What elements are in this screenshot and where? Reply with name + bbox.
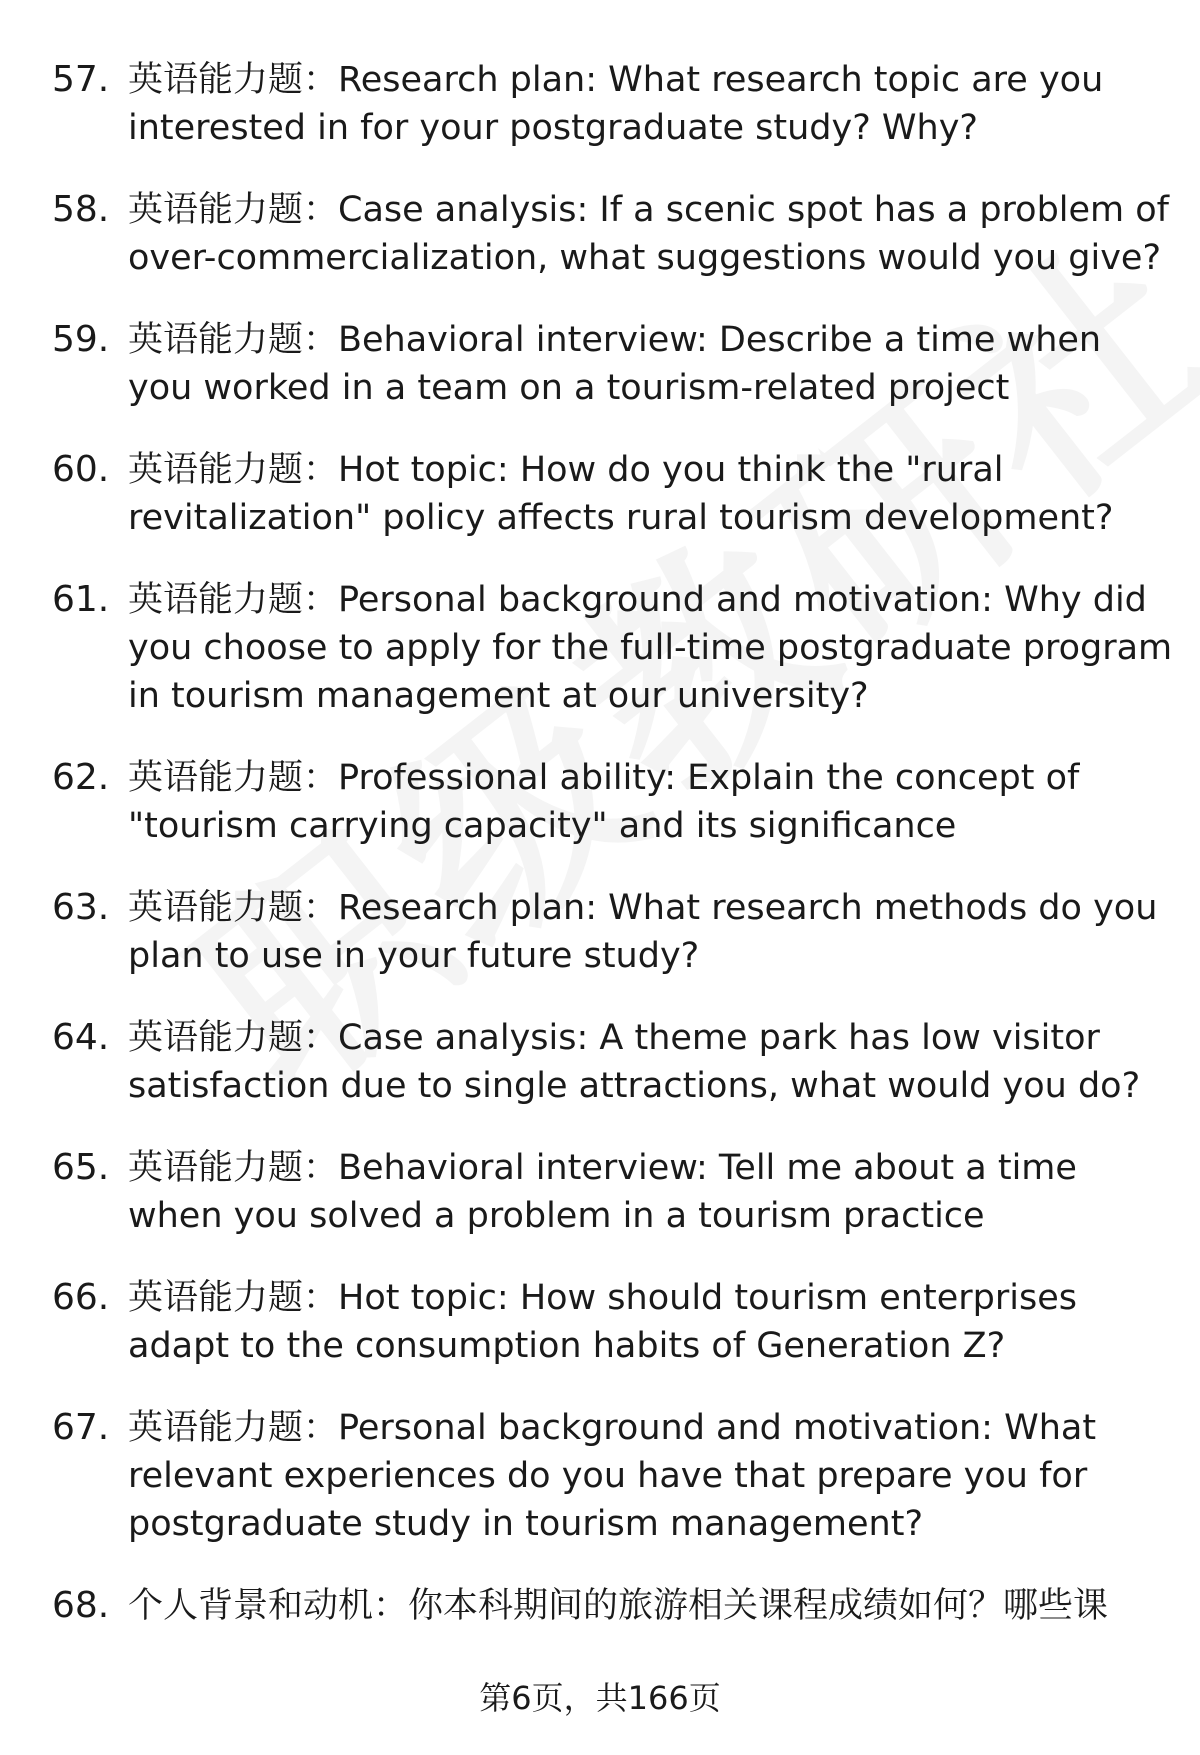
question-number: 59. xyxy=(52,319,110,360)
question-text: 英语能力题：Behavioral interview: Tell me about a time when you solved a problem in a tourism practice xyxy=(128,1148,1077,1236)
list-item xyxy=(0,754,1200,850)
list-item xyxy=(0,1404,1200,1548)
question-text: 英语能力题：Case analysis: A theme park has low visitor satisfaction due to single attractions, what would you do? xyxy=(128,1018,1141,1106)
list-item xyxy=(0,1144,1200,1240)
question-number: 58. xyxy=(52,189,110,230)
question-number: 57. xyxy=(52,59,110,100)
question-text: 英语能力题：Hot topic: How do you think the "rural revitalization" policy affects rural tourism development? xyxy=(128,450,1114,538)
question-text: 英语能力题：Case analysis: If a scenic spot has a problem of over-commercialization, what suggestions would you give? xyxy=(128,190,1169,278)
question-text: 英语能力题：Research plan: What research topic are you interested in for your postgraduate study? Why? xyxy=(128,60,1104,148)
list-item xyxy=(0,446,1200,542)
list-item xyxy=(0,576,1200,720)
list-item xyxy=(0,884,1200,980)
question-text: 英语能力题：Behavioral interview: Describe a time when you worked in a team on a tourism-related project xyxy=(128,320,1102,408)
list-item xyxy=(0,186,1200,282)
question-number: 64. xyxy=(52,1017,110,1058)
page-footer: 第6页，共166页 xyxy=(479,1679,721,1717)
question-text: 英语能力题：Professional ability: Explain the concept of "tourism carrying capacity" and its significance xyxy=(128,758,1080,846)
question-number: 67. xyxy=(52,1407,110,1448)
list-item xyxy=(0,56,1200,152)
question-list xyxy=(0,56,1200,1664)
question-text: 英语能力题：Research plan: What research methods do you plan to use in your future study? xyxy=(128,888,1158,976)
list-item xyxy=(0,1582,1200,1630)
question-number: 62. xyxy=(52,757,110,798)
question-text: 个人背景和动机：你本科期间的旅游相关课程成绩如何？哪些课 xyxy=(128,1586,1109,1626)
list-item xyxy=(0,316,1200,412)
question-number: 66. xyxy=(52,1277,110,1318)
question-text: 英语能力题：Personal background and motivation: Why did you choose to apply for the full-time postgraduate program in tourism management at our university? xyxy=(128,580,1173,716)
list-item xyxy=(0,1014,1200,1110)
question-number: 63. xyxy=(52,887,110,928)
question-number: 60. xyxy=(52,449,110,490)
question-number: 61. xyxy=(52,579,110,620)
question-text: 英语能力题：Hot topic: How should tourism enterprises adapt to the consumption habits of Generation Z? xyxy=(128,1278,1077,1366)
question-number: 68. xyxy=(52,1585,110,1626)
question-text: 英语能力题：Personal background and motivation: What relevant experiences do you have that prepare you for postgraduate study in tourism management? xyxy=(128,1408,1097,1544)
list-item xyxy=(0,1274,1200,1370)
question-number: 65. xyxy=(52,1147,110,1188)
